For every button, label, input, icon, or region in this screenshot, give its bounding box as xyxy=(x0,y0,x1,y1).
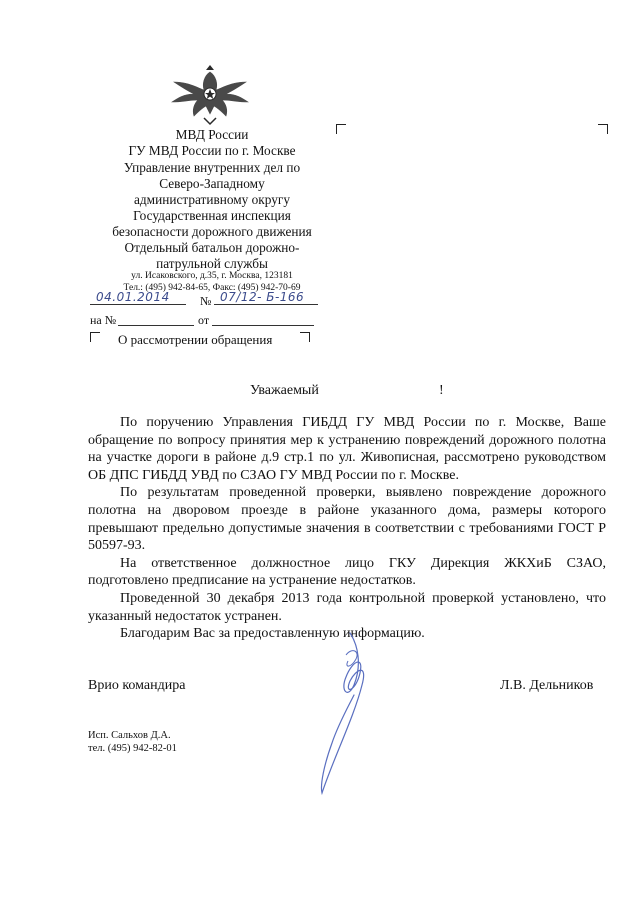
body-paragraph-4: Проведенной 30 декабря 2013 года контрольной проверкой установлено, что указанный недостаток устранен. xyxy=(88,590,606,624)
signature-name: Л.В. Дельников xyxy=(500,678,594,693)
executor-name: Исп. Сальхов Д.А. xyxy=(88,730,171,741)
ref-date-underline xyxy=(212,325,314,326)
addressee-corner-right xyxy=(598,124,608,134)
body-paragraph-1: По поручению Управления ГИБДД ГУ МВД России по г. Москве, Ваше обращение по вопросу принятия мер к устранению повреждений дорожного полотна на участке дороги в районе д.9 стр.1 по ул. Живописная, рассмотрено руководством ОБ ДПС ГИБДД УВД по СЗАО ГУ МВД России по г. Москве. xyxy=(88,415,606,483)
letterhead-line-7: безопасности дорожного движения xyxy=(112,224,312,239)
registration-number-label: № xyxy=(200,294,212,308)
registration-date: 04.01.2014 xyxy=(96,290,170,304)
letterhead-line-4: Северо-Западному xyxy=(159,176,265,191)
body-paragraph-5: Благодарим Вас за предоставленную информацию. xyxy=(120,626,425,642)
letterhead-line-ministry: МВД России xyxy=(175,127,249,142)
salutation: Уважаемый xyxy=(250,383,319,398)
registration-number: 07/12- Б-166 xyxy=(220,290,305,304)
salutation-exclamation: ! xyxy=(439,383,444,398)
executor-phone: тел. (495) 942-82-01 xyxy=(88,743,177,754)
letterhead-line-9: патрульной службы xyxy=(156,256,268,271)
body-paragraph-2: По результатам проведенной проверки, выявлено повреждение дорожного полотна на дворовом проезде в районе указанного дома, размеры которого превышают предельно допустимые значения в соответствии с требованиями ГОСТ Р 50597-93. xyxy=(88,485,606,554)
ref-number-label: на № xyxy=(90,313,117,327)
handwritten-signature-icon xyxy=(310,625,380,800)
number-underline xyxy=(214,304,318,305)
letterhead-line-gu: ГУ МВД России по г. Москве xyxy=(128,143,296,158)
signature-position: Врио командира xyxy=(88,678,186,693)
subject-corner-right xyxy=(300,332,310,342)
ref-number-underline xyxy=(118,325,194,326)
addressee-corner-left xyxy=(336,124,346,134)
letterhead-line-5: административному округу xyxy=(134,192,290,207)
letterhead-address: ул. Исаковского, д.35, г. Москва, 123181 xyxy=(131,271,293,281)
subject: О рассмотрении обращения xyxy=(118,332,273,347)
subject-corner-left xyxy=(90,332,100,342)
letterhead-line-6: Государственная инспекция xyxy=(133,208,291,223)
letter-body xyxy=(88,414,606,643)
mvd-emblem-icon xyxy=(168,64,252,126)
letterhead-phones: Тел.: (495) 942-84-65, Факс: (495) 942-70-69 xyxy=(123,283,301,293)
ref-date-label: от xyxy=(198,313,210,327)
body-paragraph-3: На ответственное должностное лицо ГКУ Дирекция ЖКХиБ СЗАО, подготовлено предписание на устранение недостатков. xyxy=(88,555,606,589)
date-underline xyxy=(90,304,186,305)
letterhead-line-8: Отдельный батальон дорожно- xyxy=(124,240,300,255)
letterhead-line-3: Управление внутренних дел по xyxy=(123,160,301,175)
